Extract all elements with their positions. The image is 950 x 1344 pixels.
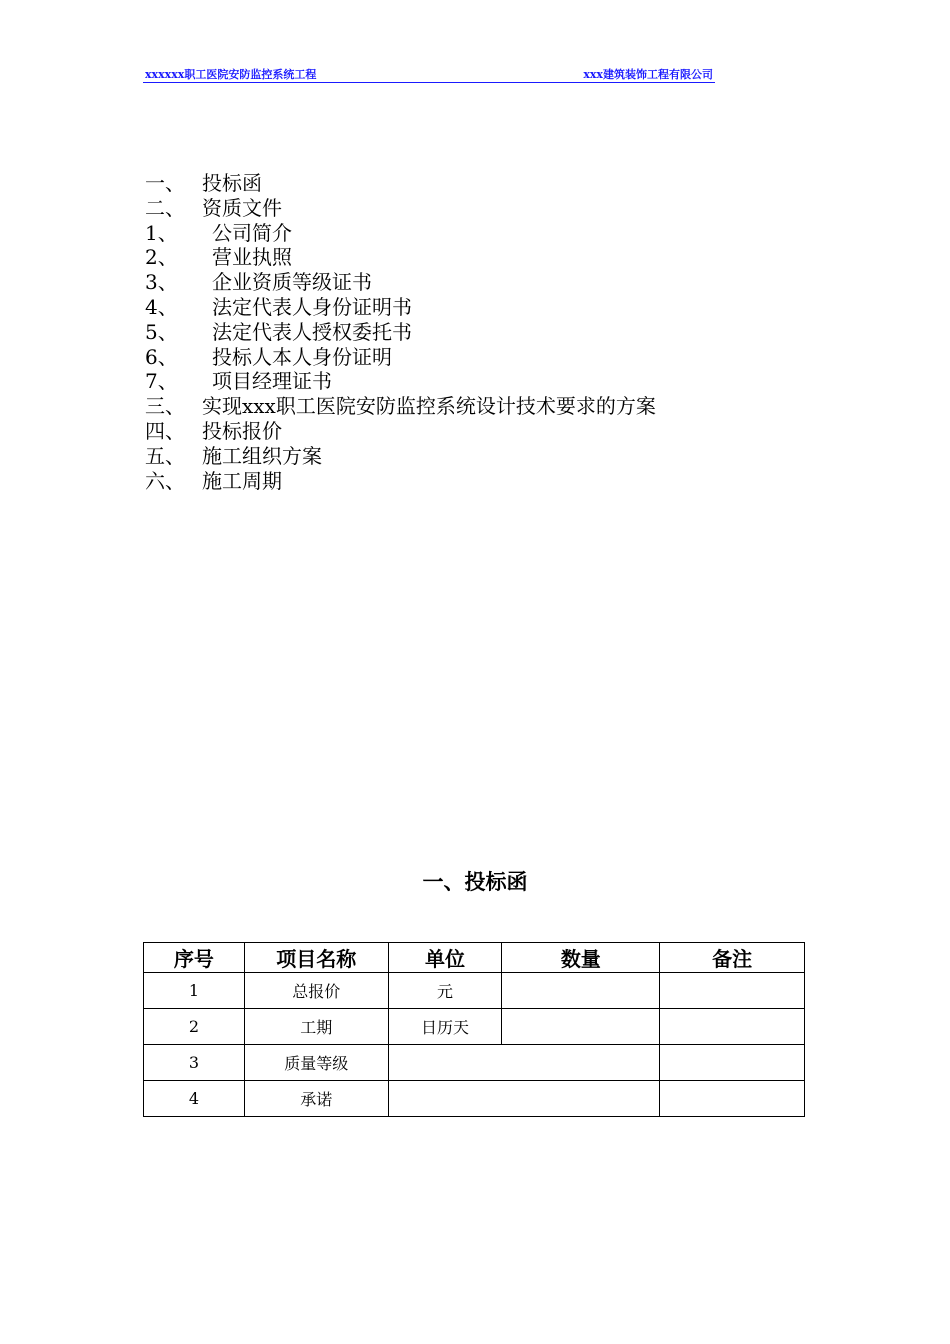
cell-no: 4 — [144, 1081, 245, 1117]
toc-number: 四、 — [145, 418, 185, 443]
page-header — [143, 66, 715, 83]
column-header-remarks: 备注 — [660, 943, 805, 973]
toc-label: 施工周期 — [202, 468, 282, 493]
toc-label: 法定代表人授权委托书 — [212, 319, 412, 344]
toc-label: 施工组织方案 — [202, 443, 322, 468]
toc-label: 企业资质等级证书 — [212, 270, 372, 295]
toc-item — [145, 394, 656, 419]
toc-item — [145, 245, 656, 270]
cell-no: 3 — [144, 1045, 245, 1081]
toc-label: 营业执照 — [212, 245, 292, 270]
toc-number: 六、 — [145, 468, 185, 493]
toc-item — [145, 270, 656, 295]
cell-remarks — [660, 973, 805, 1009]
cell-value — [388, 1081, 660, 1117]
toc-item — [145, 221, 656, 246]
table-of-contents — [145, 171, 656, 493]
toc-label: 实现xxx职工医院安防监控系统设计技术要求的方案 — [202, 394, 656, 419]
header-company-name: xxx建筑装饰工程有限公司 — [583, 68, 713, 81]
cell-name: 质量等级 — [244, 1045, 388, 1081]
toc-item — [145, 469, 656, 494]
toc-label: 项目经理证书 — [212, 369, 332, 394]
cell-quantity — [502, 1009, 660, 1045]
toc-number: 三、 — [145, 394, 185, 419]
toc-label: 法定代表人身份证明书 — [212, 294, 412, 319]
toc-number: 7、 — [145, 369, 178, 394]
toc-number: 3、 — [145, 270, 178, 295]
toc-number: 6、 — [145, 344, 178, 369]
header-project-name: xxxxxx职工医院安防监控系统工程 — [145, 68, 317, 81]
cell-quantity — [502, 973, 660, 1009]
cell-name: 承诺 — [244, 1081, 388, 1117]
table-row — [144, 1009, 805, 1045]
toc-number: 5、 — [145, 319, 178, 344]
toc-number: 4、 — [145, 294, 178, 319]
table-row — [144, 1045, 805, 1081]
column-header-no: 序号 — [144, 943, 245, 973]
toc-item — [145, 196, 656, 221]
toc-label: 投标报价 — [202, 418, 282, 443]
section-title: 一、投标函 — [422, 869, 528, 894]
toc-item — [145, 369, 656, 394]
cell-unit: 元 — [388, 973, 502, 1009]
cell-no: 2 — [144, 1009, 245, 1045]
table-row — [144, 973, 805, 1009]
toc-number: 2、 — [145, 245, 178, 270]
toc-label: 投标人本人身份证明 — [212, 344, 392, 369]
cell-remarks — [660, 1045, 805, 1081]
cell-value — [388, 1045, 660, 1081]
toc-item — [145, 444, 656, 469]
toc-label: 投标函 — [202, 171, 262, 195]
cell-remarks — [660, 1081, 805, 1117]
table-header-row — [144, 943, 805, 973]
column-header-quantity: 数量 — [502, 943, 660, 973]
toc-item — [145, 295, 656, 320]
bid-table — [143, 942, 805, 1117]
toc-number: 一、 — [145, 171, 185, 195]
column-header-name: 项目名称 — [244, 943, 388, 973]
cell-name: 工期 — [244, 1009, 388, 1045]
toc-label: 资质文件 — [202, 195, 282, 220]
toc-item — [145, 419, 656, 444]
toc-number: 五、 — [145, 443, 185, 468]
cell-unit: 日历天 — [388, 1009, 502, 1045]
toc-item — [145, 320, 656, 345]
cell-remarks — [660, 1009, 805, 1045]
toc-label: 公司简介 — [212, 220, 292, 245]
cell-no: 1 — [144, 973, 245, 1009]
toc-number: 二、 — [145, 195, 185, 220]
toc-number: 1、 — [145, 220, 178, 245]
cell-name: 总报价 — [244, 973, 388, 1009]
table-row — [144, 1081, 805, 1117]
toc-item — [145, 171, 656, 196]
column-header-unit: 单位 — [388, 943, 502, 973]
toc-item — [145, 345, 656, 370]
